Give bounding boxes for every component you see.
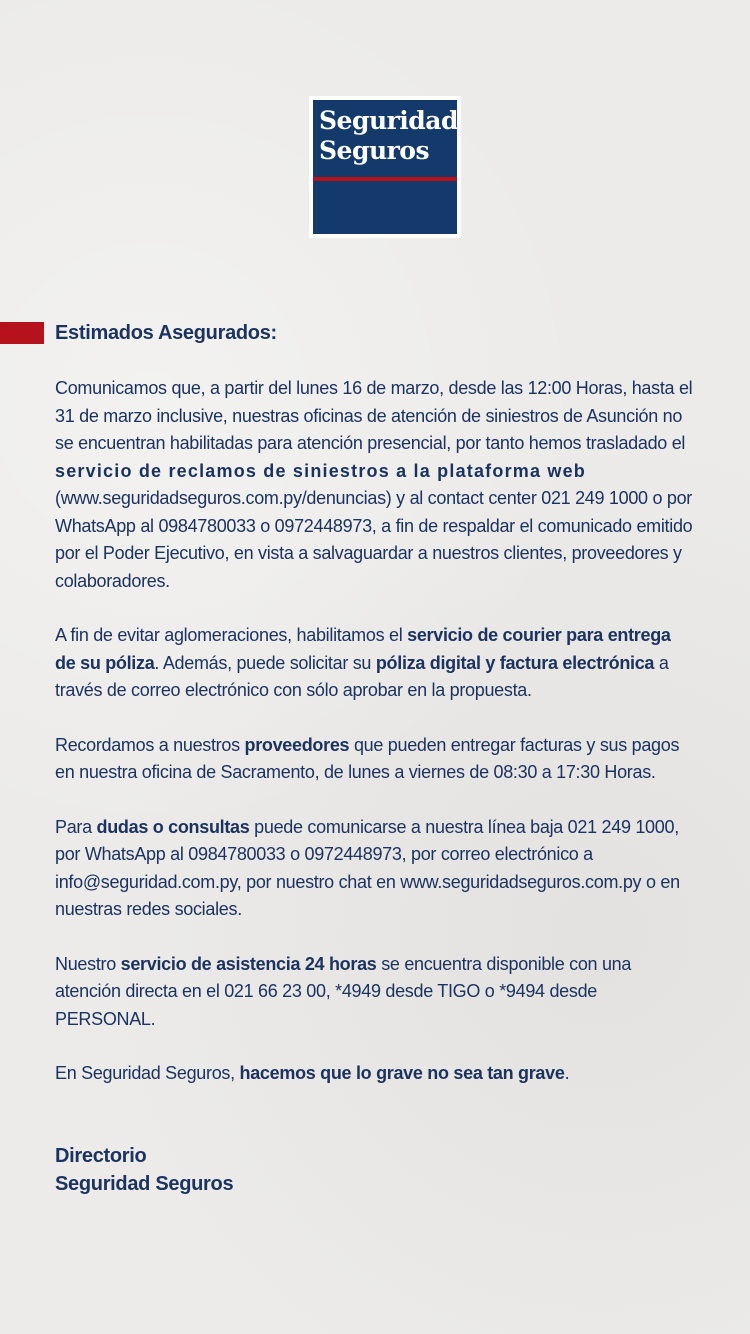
- p2-text-e: a través de correo electrónico con sólo aprobar en la propuesta.: [55, 652, 669, 700]
- logo-panel: [313, 100, 457, 234]
- greeting: Estimados Asegurados:: [55, 322, 277, 344]
- logo-red-stripe: [313, 177, 457, 181]
- p2-text-c: . Además, puede solicitar su: [154, 652, 376, 673]
- p4-text-c: puede comunicarse a nuestra línea baja 021 249 1000, por WhatsApp al 0984780033 o 0972448973, por correo electrónico a info@seguridad.com.py, por nuestro chat en www.seguridadseguros.com.py o en nuestras redes sociales.: [55, 816, 680, 919]
- company-logo: [309, 96, 461, 238]
- p2-highlight-digital: póliza digital y factura electrónica: [375, 652, 655, 673]
- p3-text-a: Recordamos a nuestros: [55, 734, 245, 755]
- p2-text-a: A fin de evitar aglomeraciones, habilitamos el: [55, 625, 408, 645]
- paragraph-contact: [55, 814, 695, 924]
- p3-text-c: que pueden entregar facturas y sus pagos en nuestra oficina de Sacramento, de lunes a viernes de 08:30 a 17:30 Horas.: [55, 734, 680, 782]
- p6-text-a: En Seguridad Seguros,: [55, 1063, 240, 1083]
- logo-line-1: Seguridad: [319, 106, 458, 135]
- p5-text-c: se encuentra disponible con una atención directa en el 021 66 23 00, *4949 desde TIGO o *9494 desde PERSONAL.: [55, 953, 632, 1029]
- paragraph-closure-notice: [55, 375, 695, 595]
- logo-line-2: Seguros: [319, 136, 430, 165]
- p5-highlight: servicio de asistencia 24 horas: [120, 953, 377, 974]
- p3-highlight: proveedores: [244, 734, 350, 755]
- paragraph-slogan: [55, 1060, 695, 1088]
- p5-text-a: Nuestro: [55, 953, 121, 974]
- paragraph-providers: [55, 732, 695, 787]
- paragraph-courier: [55, 622, 695, 705]
- paragraph-assistance: [55, 951, 695, 1034]
- p1-text-c: (www.seguridadseguros.com.py/denuncias) y al contact center 021 249 1000 o por WhatsApp al 0984780033 o 0972448973, a fin de respaldar el comunicado emitido por el Poder Ejecutivo, en vista a salvaguardar a nuestros clientes, proveedores y colaboradores.: [55, 488, 693, 591]
- signature: [55, 1142, 695, 1198]
- p6-text-c: .: [564, 1063, 570, 1083]
- logo-wordmark: [319, 106, 458, 166]
- signature-line-2: Seguridad Seguros: [55, 1172, 234, 1195]
- announcement-body: [55, 318, 695, 1198]
- accent-bar: [0, 322, 44, 344]
- signature-line-1: Directorio: [55, 1144, 147, 1167]
- p2-highlight-courier: servicio de courier para entrega de su póliza: [55, 625, 671, 673]
- p4-highlight: dudas o consultas: [96, 816, 250, 837]
- p4-text-a: Para: [55, 816, 97, 837]
- p1-highlight: servicio de reclamos de siniestros a la plataforma web: [55, 460, 586, 481]
- p6-highlight: hacemos que lo grave no sea tan grave: [239, 1063, 565, 1083]
- p1-text-a: Comunicamos que, a partir del lunes 16 de marzo, desde las 12:00 Horas, hasta el 31 de marzo inclusive, nuestras oficinas de atención de siniestros de Asunción no se encuentran habilitadas para atención presencial, por tanto hemos trasladado el: [55, 378, 693, 453]
